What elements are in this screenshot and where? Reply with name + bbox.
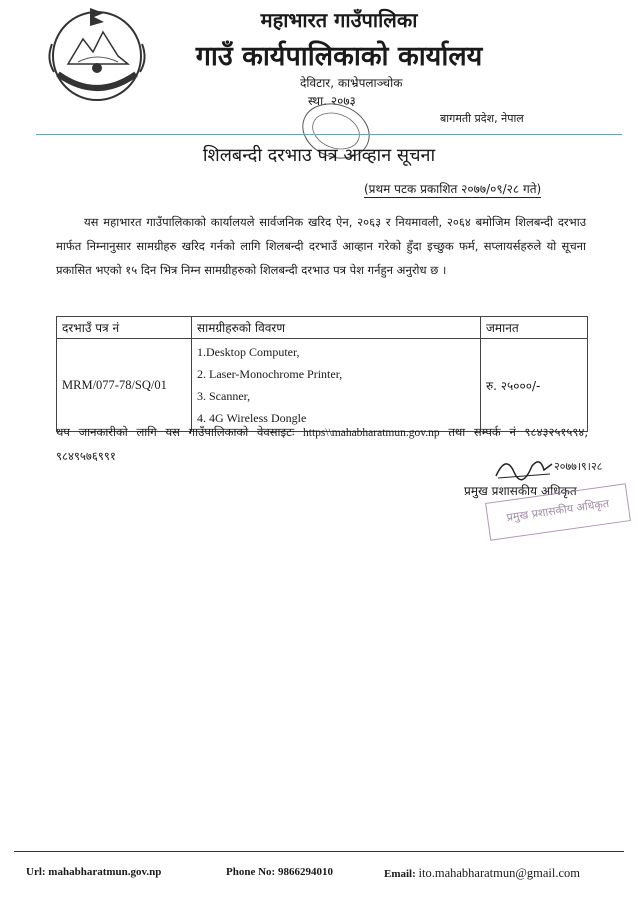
- list-item: 2. Laser-Monochrome Printer,: [197, 367, 343, 381]
- quotation-table: [56, 316, 588, 432]
- footer-divider: [14, 851, 624, 852]
- col-header-deposit: जमानत: [481, 317, 588, 339]
- header-divider: [36, 134, 622, 135]
- website-link[interactable]: https\\mahabharatmun.gov.np: [303, 427, 440, 439]
- contact-phones: ९८४३२५१५९४, ९८४९५७६९९१: [56, 425, 589, 463]
- office-address: देविटार, काभ्रेपलाञ्चोक: [300, 76, 403, 90]
- col-header-number: दरभाउँ पत्र नं: [57, 317, 192, 339]
- deposit-amount: रु. २५०००/-: [481, 339, 588, 432]
- list-item: 4. 4G Wireless Dongle: [197, 411, 307, 425]
- office-name: महाभारत गाउँपालिका: [260, 8, 418, 32]
- notice-title: शिलबन्दी दरभाउ पत्र आव्हान सूचना: [202, 145, 436, 166]
- established-year: स्था. २०७३: [308, 94, 356, 108]
- col-header-description: सामग्रीहरुको विवरण: [192, 317, 481, 339]
- contact-prefix: थप जानकारीको लागि यस गाउँपालिकाको वेवसाइटः: [56, 425, 295, 439]
- footer-email-value[interactable]: ito.mahabharatmun@gmail.com: [418, 866, 580, 880]
- list-item: 1.Desktop Computer,: [197, 345, 300, 359]
- svg-text:२०७७।९।२८: २०७७।९।२८: [554, 460, 603, 473]
- quotation-number: MRM/077-78/SQ/01: [57, 339, 192, 432]
- contact-middle: तथा सम्पर्क नं: [448, 425, 516, 439]
- table-header-row: [57, 317, 588, 339]
- publish-date: (प्रथम पटक प्रकाशित २०७७/०९/२८ गते): [364, 182, 542, 196]
- footer-phone-label: Phone No:: [226, 866, 276, 878]
- items-list: [192, 339, 481, 432]
- notice-body: यस महाभारत गाउँपालिकाको कार्यालयले सार्वजनिक खरिद ऐन, २०६३ र नियमावली, २०६४ बमोजिम शिलबन्दी दरभाउ मार्फत निम्नानुसार सामग्रीहरु खरिद गर्नको लागि शिलबन्दी दरभाउँ आव्हान गरेको हुँदा इच्छुक फर्म, सप्लायर्सहरुले यो सूचना प्रकासित भएको १५ दिन भित्र निम्न सामग्रीहरुको शिलबन्दी दरभाउ पत्र पेश गर्नहुन अनुरोध छ ।: [56, 215, 586, 277]
- signer-title: प्रमुख प्रशासकीय अधिकृत: [464, 484, 577, 498]
- signer-stamp: प्रमुख प्रशासकीय अधिकृत: [485, 483, 631, 540]
- footer-url-label: Url:: [26, 866, 46, 878]
- footer-phone: [226, 866, 333, 878]
- footer-url: [26, 866, 161, 878]
- signature-image: [492, 448, 612, 486]
- list-item: 3. Scanner,: [197, 389, 251, 403]
- footer-email-label: Email:: [384, 868, 416, 880]
- office-title: गाउँ कार्यपालिकाको कार्यालय: [195, 41, 483, 72]
- footer-url-value[interactable]: mahabharatmun.gov.np: [48, 866, 162, 878]
- table-row: [57, 339, 588, 432]
- province-text: बागमती प्रदेश, नेपाल: [440, 112, 524, 125]
- footer-phone-value: 9866294010: [277, 866, 333, 878]
- footer-email: [384, 866, 580, 881]
